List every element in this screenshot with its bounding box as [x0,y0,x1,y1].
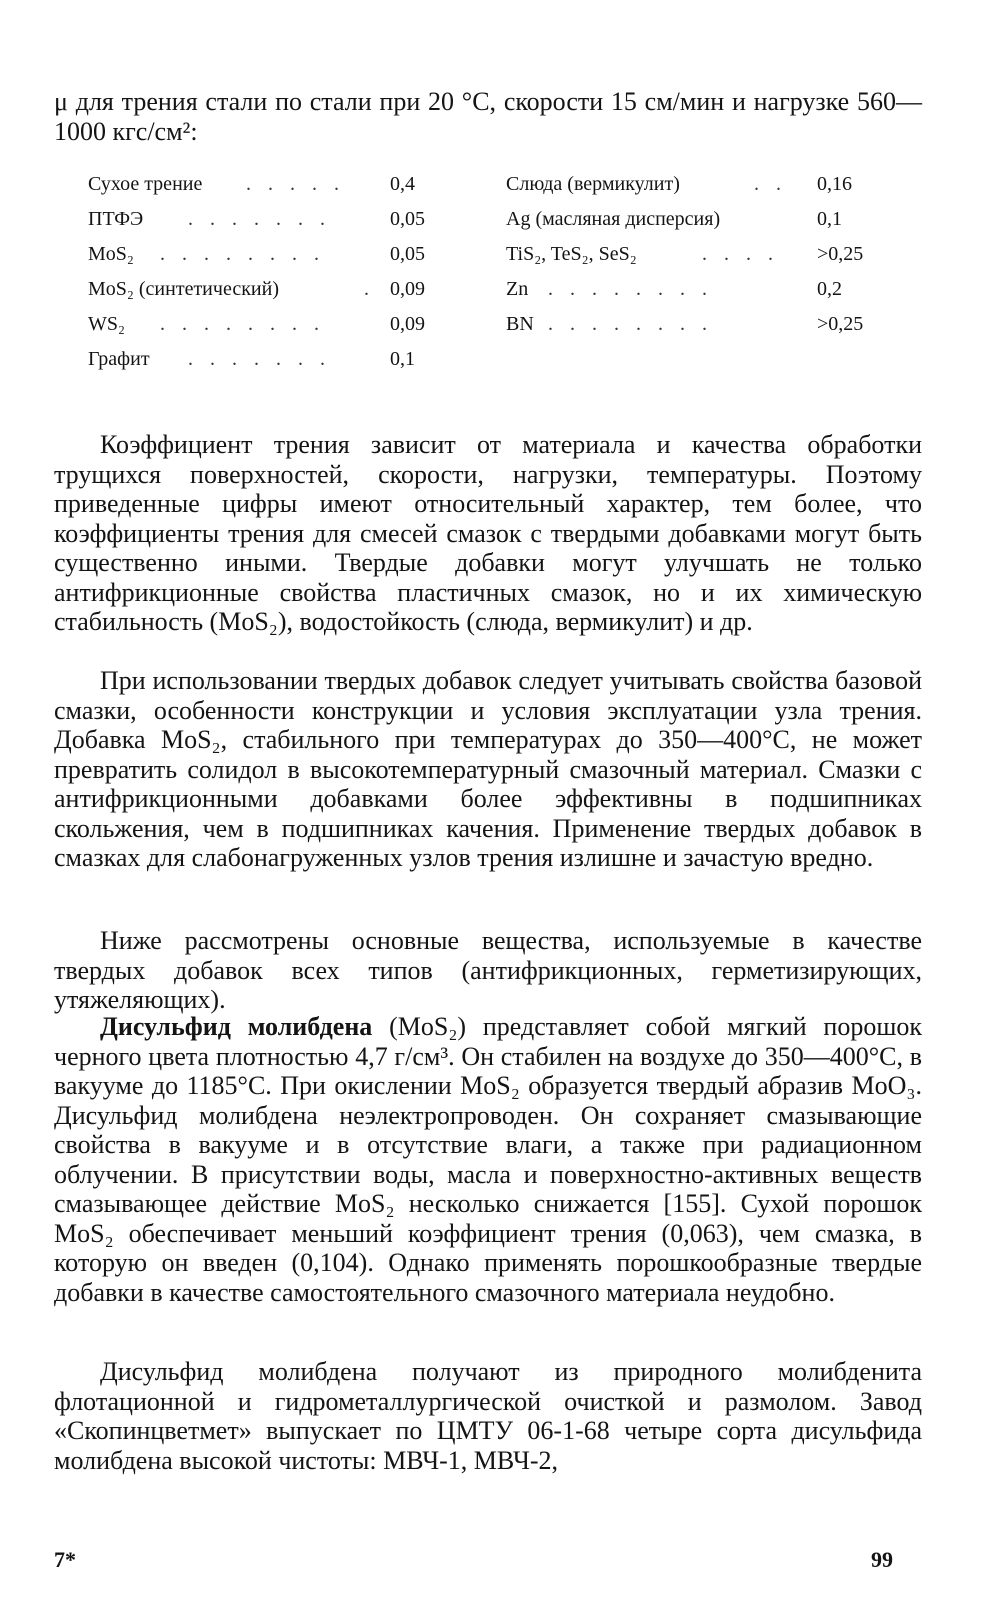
paragraph [54,1012,922,1307]
intro-text: μ для трения стали по стали при 20 °С, скорости 15 см/мин и нагрузке 560—1000 кгс/см²: [54,87,922,146]
friction-value: 0,09 [390,278,425,300]
term-heading: Дисульфид молибдена [100,1012,373,1041]
material-name: Ag (масляная дисперсия) [506,208,721,230]
table-row [506,272,896,307]
material-name: TiS₂, TeS₂, SeS₂ [506,243,637,265]
table-row [506,307,896,342]
leader-dots: . . [754,173,787,195]
friction-value: 0,1 [817,208,842,230]
material-name: Слюда (вермикулит) [506,173,680,195]
paragraph-body: (MoS₂) представляет собой мягкий порошок черного цвета плотностью 4,7 г/см³. Он стабилен на воздухе до 350—400°С, в вакууме до 1185°С. При окислении MoS₂ образуется твердый абразив MoO₃. Дисульфид молибдена неэлектропроводен. Он сохраняет смазывающие свойства в вакууме и в отсутствие влаги, а также при радиационном облучении. В присутствии воды, масла и поверхностно-активных веществ смазывающее действие MoS₂ несколько снижается [155]. Сухой порошок MoS₂ обеспечивает меньший коэффициент трения (0,063), чем смазка, в которую он введен (0,104). Однако применять порошкообразные твердые добавки в качестве самостоятельного смазочного материала неудобно. [54,1012,922,1307]
material-name: Графит [88,348,150,370]
paragraph: Дисульфид молибдена получают из природного молибденита флотационной и гидрометаллургической очисткой и размолом. Завод «Скопинцветмет» выпускает по ЦМТУ 06-1-68 четыре сорта дисульфида молибдена высокой чистоты: МВЧ-1, МВЧ-2, [54,1357,922,1475]
leader-dots: . . . . . . . . [160,313,325,335]
page-number: 99 [871,1547,893,1572]
friction-value: 0,05 [390,208,425,230]
friction-table-right [506,167,896,342]
friction-value: 0,09 [390,313,425,335]
table-row [506,237,896,272]
friction-value: 0,16 [817,173,852,195]
friction-value: 0,05 [390,243,425,265]
leader-dots: . . . . . . . . [548,313,713,335]
table-row [88,167,448,202]
leader-dots: . . . . [702,243,779,265]
friction-value: >0,25 [817,313,864,335]
material-name: Zn [506,278,529,300]
material-name: MoS₂ [88,243,134,265]
table-row [88,237,448,272]
material-name: MoS₂ (синтетический) [88,278,279,300]
leader-dots: . . . . . . . . [548,278,713,300]
material-name: Сухое трение [88,173,203,195]
table-row [88,202,448,237]
friction-value: 0,2 [817,278,842,300]
table-row [88,307,448,342]
table-row [88,272,448,307]
leader-dots: . . . . . . . . [160,243,325,265]
paragraph: Коэффициент трения зависит от материала и качества обработки трущихся поверхностей, скорости, нагрузки, температуры. Поэтому приведенные цифры имеют относительный характер, тем более, что коэффициенты трения для смесей смазок с твердыми добавками могут быть существенно иными. Твердые добавки могут улучшать не только антифрикционные свойства пластичных смазок, но и их химическую стабильность (MoS₂), водостойкость (слюда, вермикулит) и др. [54,430,922,636]
material-name: ПТФЭ [88,208,144,230]
paragraph: При использовании твердых добавок следует учитывать свойства базовой смазки, особенности конструкции и условия эксплуатации узла трения. Добавка MoS₂, стабильного при температурах до 350—400°С, не может превратить солидол в высокотемпературный смазочный материал. Смазки с антифрикционными добавками более эффективны в подшипниках скольжения, чем в подшипниках качения. Применение твердых добавок в смазках для слабонагруженных узлов трения излишне и зачастую вредно. [54,666,922,872]
friction-value: >0,25 [817,243,864,265]
friction-value: 0,1 [390,348,415,370]
signature-mark: 7* [54,1547,76,1572]
leader-dots: . . . . . . . [188,208,331,230]
friction-table-left [88,167,448,377]
material-name: BN [506,313,534,335]
leader-dots: . . . . . . . [188,348,331,370]
table-row [506,167,896,202]
leader-dots: . . . . . [246,173,345,195]
leader-dots: . [364,278,375,300]
paragraph: Ниже рассмотрены основные вещества, используемые в качестве твердых добавок всех типов (антифрикционных, герметизирующих, утяжеляющих). [54,926,922,1014]
table-row [506,202,896,237]
table-row [88,342,448,377]
friction-value: 0,4 [390,173,415,195]
material-name: WS₂ [88,313,125,335]
